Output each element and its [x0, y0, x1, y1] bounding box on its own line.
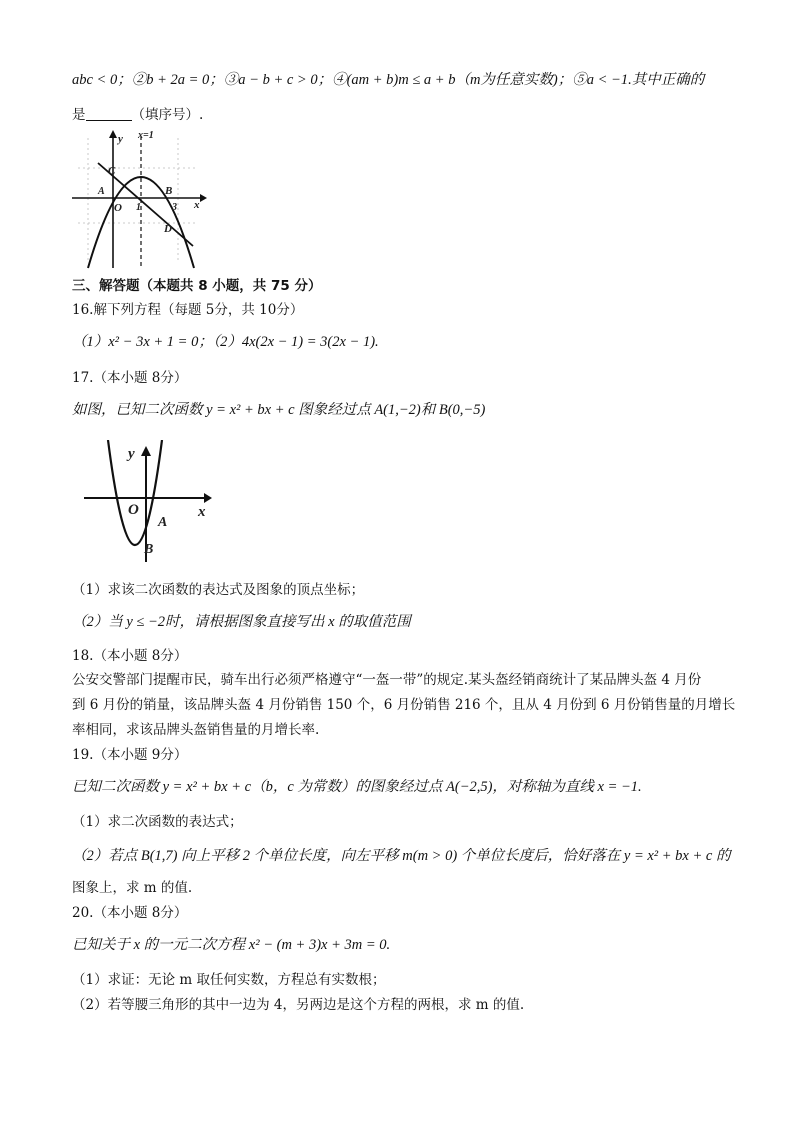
q17-part1: （1）求该二次函数的表达式及图象的顶点坐标；: [72, 582, 365, 598]
q19-title: 19.（本小题 9分）: [72, 747, 188, 763]
q15-line2: 是 （填序号）.: [72, 107, 204, 123]
q18-line2: 到 6 月份的销量，该品牌头盔 4 月份销售 150 个，6 月份销售 216 个，且从 4 月份到 6 月份销售量的月增长: [72, 697, 736, 713]
fig15-label-b: B: [165, 185, 173, 197]
q19-part2a: （2）若点 B(1,7) 向上平移 2 个单位长度，向左平移 m(m > 0) 个单位长度后，恰好落在 y = x² + bx + c 的: [72, 848, 731, 864]
q16-body: （1）x² − 3x + 1 = 0；（2）4x(2x − 1) = 3(2x − 1).: [72, 334, 379, 350]
q15-parabola-figure: [68, 128, 210, 270]
fig17-label-x: x: [198, 504, 206, 520]
fig15-label-x: x: [194, 199, 200, 211]
fig15-label-d: D: [164, 223, 172, 235]
q20-intro: 已知关于 x 的一元二次方程 x² − (m + 3)x + 3m = 0.: [72, 937, 391, 953]
q18-title: 18.（本小题 8分）: [72, 648, 188, 664]
q18-line3: 率相同，求该品牌头盔销售量的月增长率.: [72, 722, 320, 738]
q17-part2: （2）当 y ≤ −2时，请根据图象直接写出 x 的取值范围: [72, 614, 411, 630]
fig17-label-b: B: [144, 542, 154, 557]
q19-intro: 已知二次函数 y = x² + bx + c（b，c 为常数）的图象经过点 A(−2,5)，对称轴为直线 x = −1.: [72, 779, 642, 795]
fig15-label-axis: x=1: [138, 130, 154, 141]
q18-line1: 公安交警部门提醒市民，骑车出行必须严格遵守“一盔一带”的规定.某头盔经销商统计了某品牌头盔 4 月份: [72, 672, 702, 688]
fig15-label-one: 1: [136, 202, 141, 213]
answer-blank[interactable]: [86, 106, 132, 121]
q19-part2b: 图象上，求 m 的值.: [72, 880, 193, 896]
fig15-label-c: C: [108, 165, 116, 177]
q20-title: 20.（本小题 8分）: [72, 905, 188, 921]
fig15-label-three: 3: [172, 202, 177, 213]
fig17-label-a: A: [158, 515, 168, 530]
fig15-label-o: O: [114, 202, 122, 214]
q17-intro: 如图，已知二次函数 y = x² + bx + c 图象经过点 A(1,−2)和 B(0,−5): [72, 402, 486, 418]
q15-line1: abc < 0；②b + 2a = 0；③a − b + c > 0；④(am + b)m ≤ a + b（m为任意实数)；⑤a < −1.其中正确的: [72, 72, 705, 88]
q17-parabola-figure: [80, 440, 230, 565]
fig17-label-y: y: [128, 446, 135, 462]
fig17-label-o: O: [128, 502, 139, 518]
fig15-label-a: A: [98, 186, 105, 197]
q16-title: 16.解下列方程（每题 5分，共 10分）: [72, 302, 304, 318]
q20-part2: （2）若等腰三角形的其中一边为 4，另两边是这个方程的两根，求 m 的值.: [72, 997, 525, 1013]
fig15-label-y: y: [118, 133, 123, 145]
q20-part1: （1）求证：无论 m 取任何实数，方程总有实数根；: [72, 972, 386, 988]
q19-part1: （1）求二次函数的表达式；: [72, 814, 243, 830]
section-heading: 三、解答题（本题共 8 小题，共 75 分）: [72, 278, 322, 294]
q17-title: 17.（本小题 8分）: [72, 370, 188, 386]
